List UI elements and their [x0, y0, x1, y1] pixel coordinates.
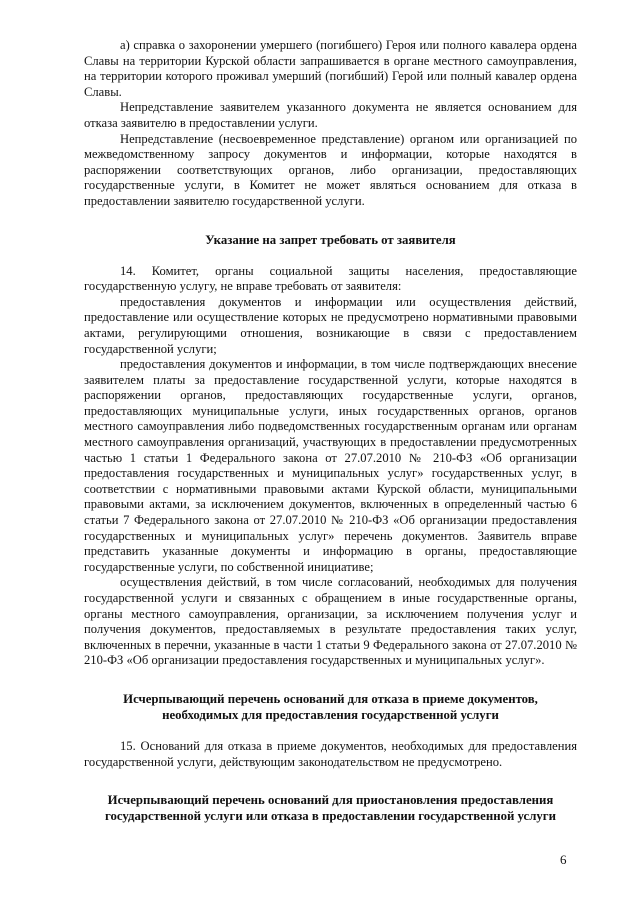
paragraph-non-submission-applicant: Непредставление заявителем указанного документа не является основанием для отказа заявителю в предоставлении услуги. [84, 100, 577, 130]
paragraph-14-intro: 14. Комитет, органы социальной защиты населения, предоставляющие государственную услугу, не вправе требовать от заявителя: [84, 263, 577, 294]
paragraph-burial-certificate: а) справка о захоронении умершего (погибшего) Героя или полного кавалера ордена Славы на территории Курской области запрашивается в органе местного самоуправления, на территории которого проживал умерший (погибший) Герой или полный кавалер ордена Славы. [84, 38, 577, 99]
spacer [84, 770, 577, 792]
spacer [84, 723, 577, 739]
paragraph-non-submission-agency: Непредставление (несвоевременное представление) органом или организацией по межведомственному запросу документов и информации, которые находятся в распоряжении соответствующих органов, либо организации, предоставляющих государственные услуги, в Комитет не может являться основанием для отказа в предоставлении заявителю государственной услуги. [84, 131, 577, 208]
section-heading-prohibition: Указание на запрет требовать от заявителя [205, 232, 456, 247]
spacer [84, 248, 577, 264]
paragraph-14-item-3: осуществления действий, в том числе согласований, необходимых для получения государственной услуги и связанных с обращением в иные государственные органы, органы местного самоуправления, организации, за исключением получения услуг и получения документов, предоставляемых в результате предоставления таких услуг, включенных в перечни, указанные в части 1 статьи 9 Федерального закона от 27.07.2010 № 210-ФЗ «Об организации предоставления государственных и муниципальных услуг». [84, 575, 577, 668]
section-heading-refusal-acceptance: Исчерпывающий перечень оснований для отказа в приеме документов, необходимых для предоставления государственной услуги [123, 691, 538, 722]
page-number: 6 [560, 852, 567, 867]
spacer [84, 210, 577, 232]
paragraph-15: 15. Оснований для отказа в приеме документов, необходимых для предоставления государственной услуги, действующим законодательством не предусмотрено. [84, 738, 577, 769]
spacer [84, 669, 577, 691]
page-content [84, 38, 577, 824]
paragraph-14-item-2: предоставления документов и информации, в том числе подтверждающих внесение заявителем платы за предоставление государственной услуги, которые находятся в распоряжении органов, предоставляющих государственные услуги, органов, предоставляющих муниципальные услуги, иных государственных органов, органов местного самоуправления либо подведомственных государственным органам или органам местного самоуправления организаций, участвующих в предоставлении предусмотренных частью 1 статьи 1 Федерального закона от 27.07.2010 № 210-ФЗ «Об организации предоставления государственных и муниципальных услуг» государственных услуг, в соответствии с нормативными правовыми актами Курской области, муниципальными правовыми актами, за исключением документов, включенных в определенный частью 6 статьи 7 Федерального закона от 27.07.2010 № 210-ФЗ «Об организации предоставления государственных и муниципальных услуг» перечень документов. Заявитель вправе представить указанные документы и информацию в органы, предоставляющие государственные услуги, по собственной инициативе; [84, 357, 577, 574]
paragraph-14-item-1: предоставления документов и информации или осуществления действий, предоставление или осуществление которых не предусмотрено нормативными правовыми актами, регулирующими отношения, возникающие в связи с предоставлением государственной услуги; [84, 294, 577, 356]
section-heading-suspension: Исчерпывающий перечень оснований для приостановления предоставления государственной услуги или отказа в предоставлении государственной услуги [105, 793, 556, 824]
